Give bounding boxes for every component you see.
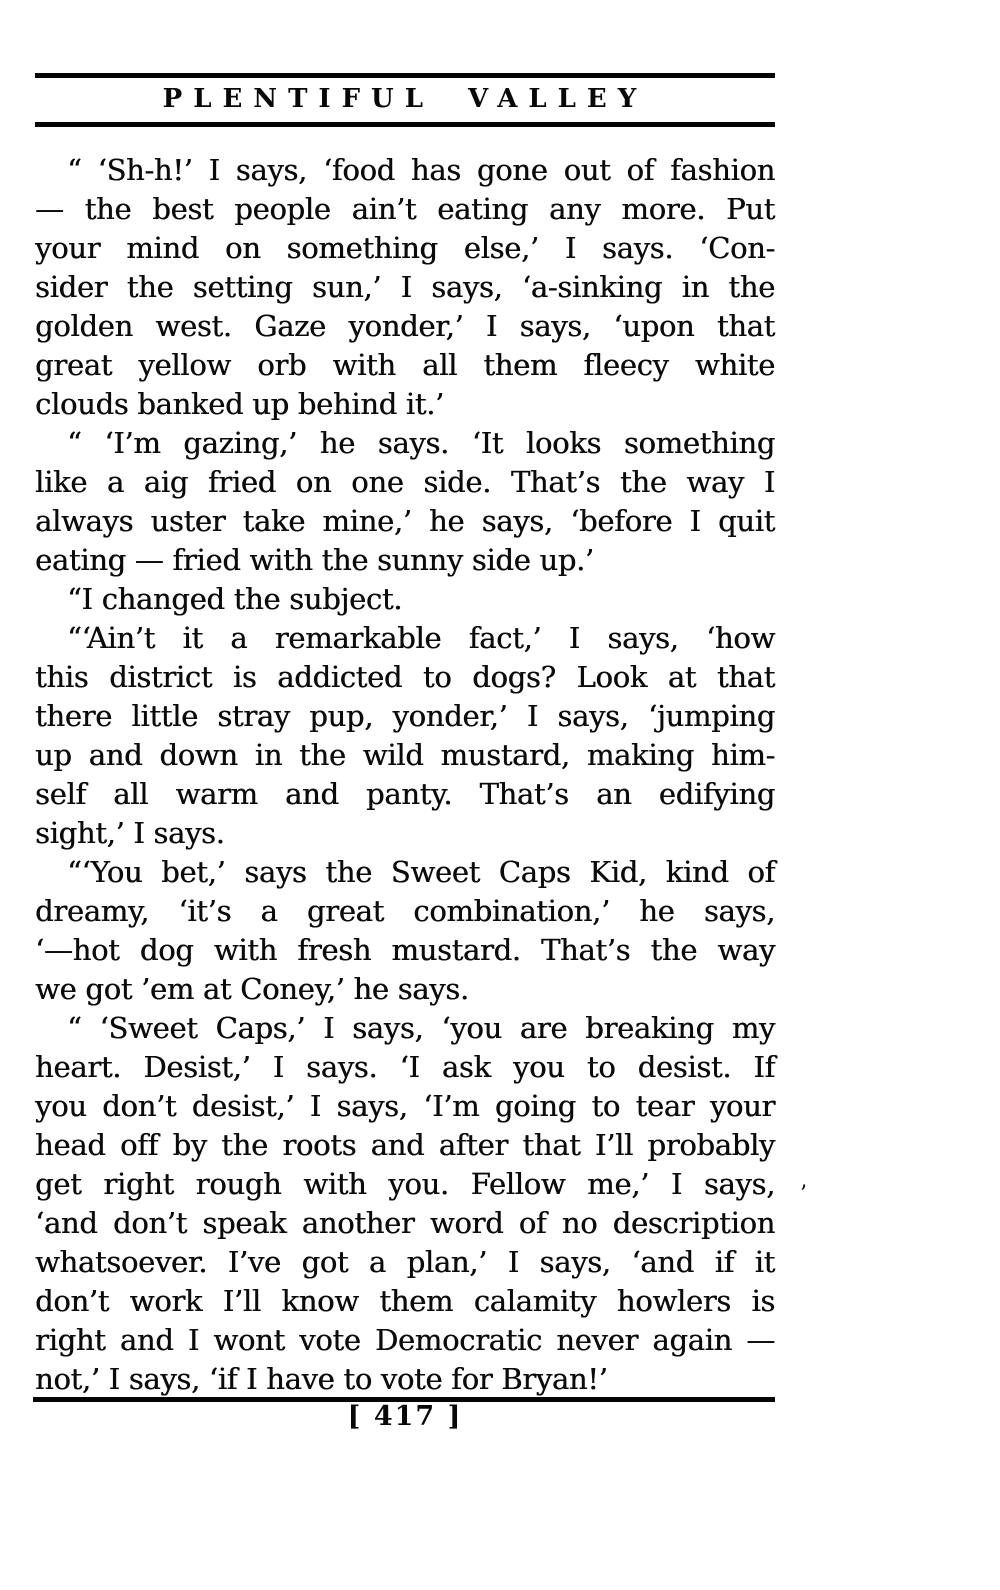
text-line: “‘Ain’t it a remarkable fact,’ I says, ‘how — [67, 621, 775, 655]
text-line: golden west. Gaze yonder,’ I says, ‘upon that — [35, 309, 775, 343]
text-line: clouds banked up behind it.’ — [35, 387, 444, 421]
text-line: not,’ I says, ‘if I have to vote for Bryan!’ — [35, 1362, 608, 1396]
text-line: this district is addicted to dogs? Look at that — [35, 660, 775, 694]
page-number: [ 417 ] — [347, 1401, 463, 1432]
text-line: heart. Desist,’ I says. ‘I ask you to desist. If — [35, 1050, 775, 1084]
text-line: like a aig fried on one side. That’s the way I — [35, 465, 775, 499]
text-line: — the best people ain’t eating any more. Put — [35, 192, 775, 226]
text-line: always uster take mine,’ he says, ‘before I quit — [35, 504, 775, 538]
text-line: your mind on something else,’ I says. ‘Con- — [35, 231, 775, 265]
text-line: “ ‘Sweet Caps,’ I says, ‘you are breaking my — [67, 1011, 775, 1045]
running-header-title: PLENTIFUL VALLEY — [162, 84, 648, 114]
text-line: eating — fried with the sunny side up.’ — [35, 543, 594, 577]
text-line: get right rough with you. Fellow me,’ I says, — [35, 1167, 775, 1201]
text-line: ‘and don’t speak another word of no description — [35, 1206, 775, 1240]
top-rule — [35, 73, 775, 78]
text-line: ‘—hot dog with fresh mustard. That’s the way — [35, 933, 775, 967]
page-body-text — [35, 151, 775, 1399]
text-line: right and I wont vote Democratic never again — — [35, 1323, 775, 1357]
text-line: there little stray pup, yonder,’ I says, ‘jumping — [35, 699, 775, 733]
header-rule — [35, 122, 775, 127]
text-line: sider the setting sun,’ I says, ‘a-sinking in the — [35, 270, 775, 304]
text-line: great yellow orb with all them fleecy white — [35, 348, 775, 382]
text-line: dreamy, ‘it’s a great combination,’ he says, — [35, 894, 775, 928]
text-line: self all warm and panty. That’s an edifying — [35, 777, 775, 811]
text-line: “‘You bet,’ says the Sweet Caps Kid, kind of — [67, 855, 775, 889]
text-line: you don’t desist,’ I says, ‘I’m going to tear your — [35, 1089, 775, 1123]
text-line: head off by the roots and after that I’ll probably — [35, 1128, 775, 1162]
stray-ink-mark: ’ — [800, 1182, 807, 1207]
text-line: up and down in the wild mustard, making him- — [35, 738, 775, 772]
text-line: we got ’em at Coney,’ he says. — [35, 972, 469, 1006]
text-line: “ ‘Sh-h!’ I says, ‘food has gone out of fashion — [67, 153, 775, 187]
text-line: “I changed the subject. — [67, 582, 403, 616]
text-line: don’t work I’ll know them calamity howlers is — [35, 1284, 775, 1318]
text-line: sight,’ I says. — [35, 816, 225, 850]
text-line: “ ‘I’m gazing,’ he says. ‘It looks something — [67, 426, 775, 460]
text-line: whatsoever. I’ve got a plan,’ I says, ‘and if it — [35, 1245, 775, 1279]
